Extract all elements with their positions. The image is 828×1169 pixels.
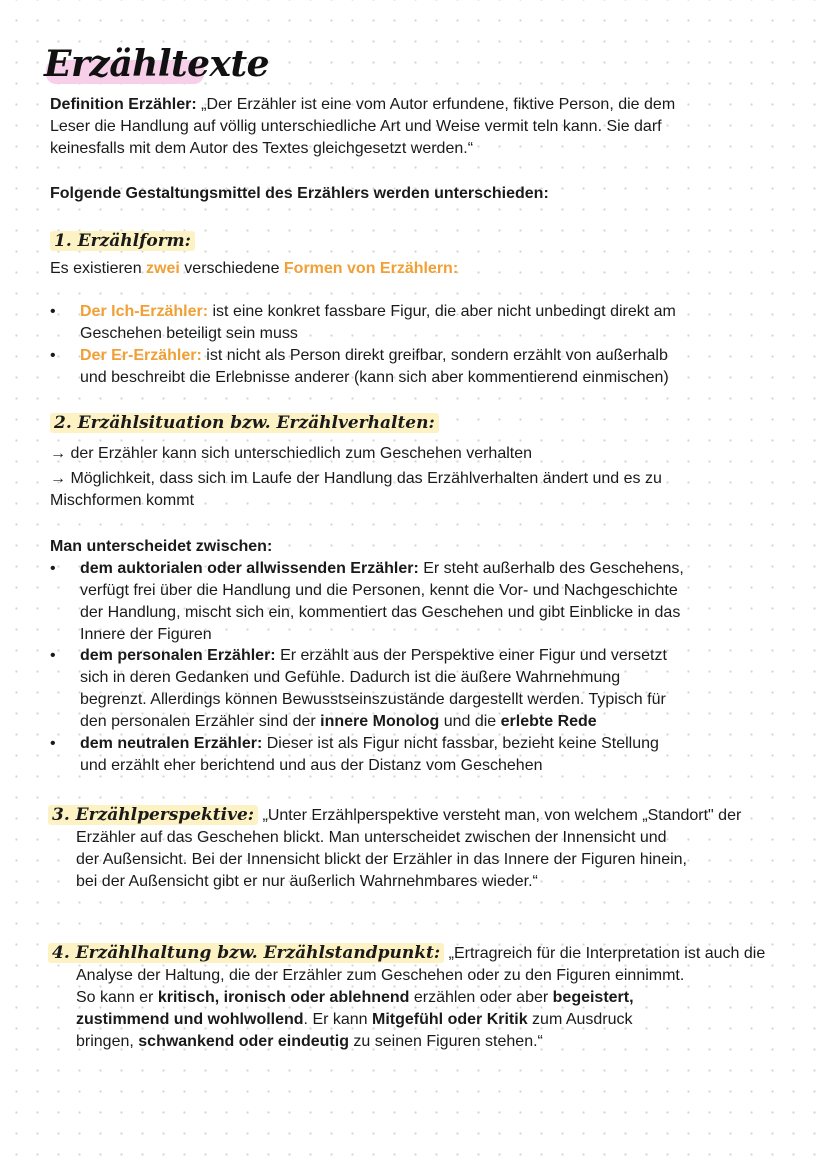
section-1-text: Es existieren zwei verschiedene Formen von Erzählern:	[50, 260, 459, 277]
distinguish-heading: Man unterscheidet zwischen:	[50, 538, 273, 555]
list-item: • dem auktorialen oder allwissenden Erzähler: Er steht außerhalb des Geschehens, verfügt frei über die Handlung und die Personen, kennt die Vor- und Nachgeschichte der Handlung, mischt sich ein, kommentiert das Geschehen und gibt Einblicke in das Innere der Figuren	[50, 560, 684, 643]
list-item: • dem neutralen Erzähler: Dieser ist als Figur nicht fassbar, bezieht keine Stellung und erzählt eher berichtend und aus der Distanz vom Geschehen	[50, 735, 659, 774]
list-item: • dem personalen Erzähler: Er erzählt aus der Perspektive einer Figur und versetzt sich in deren Gedanken und Gefühle. Dadurch ist die äußere Wahrnehmung begrenzt. Allerdings können Bewusstseinszustände dargestellt werden. Typisch für den personalen Erzähler sind der innere Monolog und die erlebte Rede	[50, 647, 667, 730]
section-1-heading: 1. Erzählform:	[50, 230, 780, 252]
section-4: 4. Erzählhaltung bzw. Erzählstandpunkt: „Ertragreich für die Interpretation ist auch die Analyse der Haltung, die der Erzähler zum Geschehen oder zu den Figuren einnimmt. So kann er kritisch, ironisch oder ablehnend erzählen oder aber begeistert, zustimmend und wohlwollend. Er kann Mitgefühl oder Kritik zum Ausdruck bringen, schwankend oder eindeutig zu seinen Figuren stehen.“	[48, 942, 778, 1053]
definition-label: Definition Erzähler:	[50, 96, 197, 113]
section-4-heading: 4. Erzählhaltung bzw. Erzählstandpunkt:	[48, 943, 444, 963]
section-2-heading: 2. Erzählsituation bzw. Erzählverhalten:	[50, 412, 780, 434]
list-item: • Der Ich-Erzähler: ist eine konkret fassbare Figur, die aber nicht unbedingt direkt am Geschehen beteiligt sein muss	[50, 303, 676, 342]
section-3: 3. Erzählperspektive: „Unter Erzählperspektive versteht man, von welchem „Standort" der Erzähler auf das Geschehen blickt. Man unterscheidet zwischen der Innensicht und der Außensicht. Bei der Innensicht blickt der Erzähler in das Innere der Figuren hinein, bei der Außensicht gibt er nur äußerlich Wahrnehmbares wieder.“	[48, 804, 778, 893]
intro-heading: Folgende Gestaltungsmittel des Erzählers werden unterschieden:	[50, 185, 549, 202]
list-item: • Der Er-Erzähler: ist nicht als Person direkt greifbar, sondern erzählt von außerhalb und beschreibt die Erlebnisse anderer (kann sich aber kommentierend einmischen)	[50, 347, 669, 386]
page-title: Erzähltexte	[44, 43, 270, 85]
section-3-heading: 3. Erzählperspektive:	[48, 805, 258, 825]
section-2-arrows: → der Erzähler kann sich unterschiedlich zum Geschehen verhalten → Möglichkeit, dass sich im Laufe der Handlung das Erzählverhalten ändert und es zu Mischformen kommt	[50, 445, 662, 509]
definition-block: Definition Erzähler: „Der Erzähler ist eine vom Autor erfundene, fiktive Person, die dem Leser die Handlung auf völlig unterschiedliche Art und Weise vermit teln kann. Sie darf keinesfalls mit dem Autor des Textes gleichgesetzt werden.“	[50, 96, 676, 157]
